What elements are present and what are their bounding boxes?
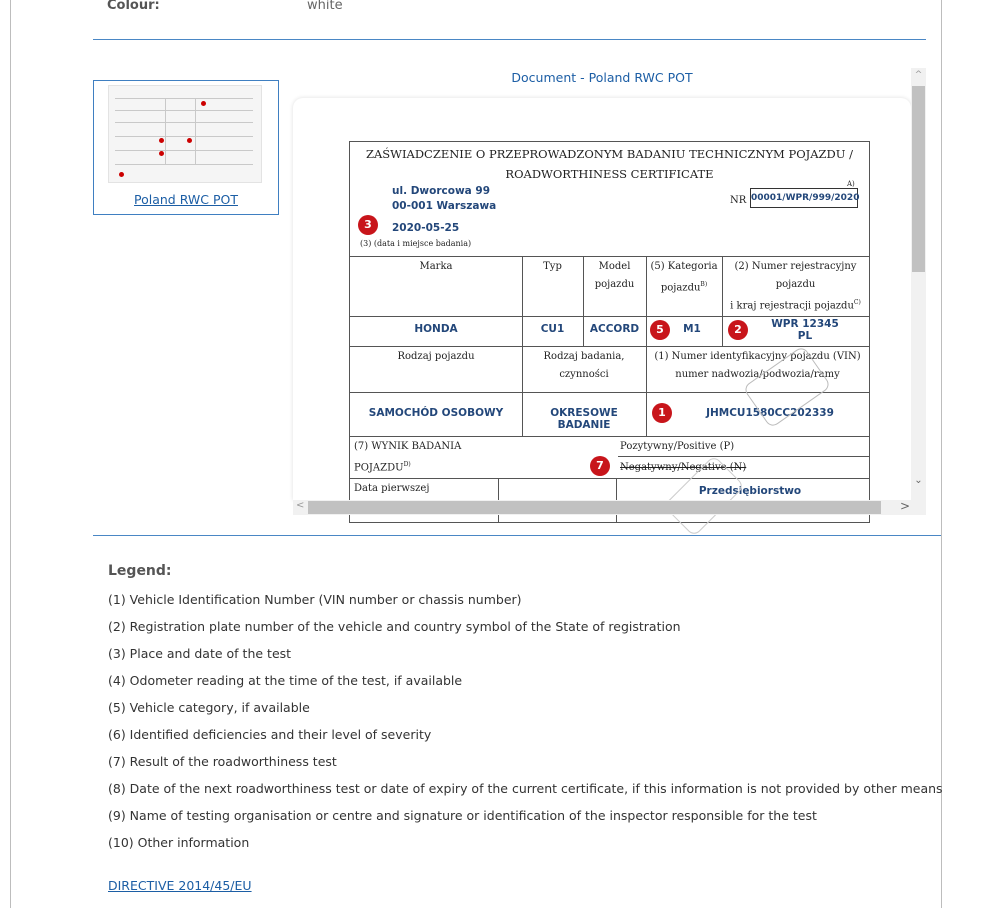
roadworthiness-certificate [349,141,870,523]
nr-footnote: A) [847,180,855,188]
marker-badge-result: 7 [590,456,610,476]
value-vin: JHMCU1580CC202339 [706,407,834,419]
header-registration-line1: (2) Numer rejestracyjny [734,261,857,272]
vertical-scrollbar[interactable] [911,68,926,500]
header-test-kind [522,348,646,384]
value-model: ACCORD [589,323,640,335]
legend-item: (3) Place and date of the test [108,646,292,661]
legend-title: Legend: [108,563,172,579]
legend-item: (1) Vehicle Identification Number (VIN number or chassis number) [108,592,522,607]
result-label-line2: $POJAZDU^{D)}$ [354,461,411,474]
address-line2: 00-001 Warszawa [392,200,497,212]
section-divider [93,39,926,40]
legend-item: (7) Result of the roadworthiness test [108,754,337,769]
result-positive: Pozytywny/Positive (P) [620,441,735,452]
header-category [646,258,722,297]
marker-badge-vin: 1 [652,403,672,423]
address-line1: ul. Dworcowa 99 [392,185,491,197]
document-viewer-title: Document - Poland RWC POT [511,70,693,85]
certificate-heading [350,144,869,184]
nr-label: NR [730,195,747,206]
header-model [583,258,646,294]
header-test-kind-line2: czynności [559,369,609,380]
certificate-number: 00001/WPR/999/2020 [750,188,858,208]
header-vehicle-kind: Rodzaj pojazdu [397,351,475,362]
legend-item: (4) Odometer reading at the time of the test, if available [108,673,463,688]
header-model-line2: pojazdu [594,279,635,290]
header-category-line1: (5) Kategoria [650,261,718,272]
header-make: Marka [419,261,453,272]
certificate-heading-line2: ROADWORTHINESS CERTIFICATE [505,167,714,181]
document-viewer[interactable] [293,68,926,515]
vertical-scroll-thumb[interactable] [912,86,925,272]
value-test-kind: OKRESOWE BADANIE [550,407,618,431]
scroll-left-arrow-icon[interactable]: < [296,500,305,511]
marker-badge-category: 5 [650,320,670,340]
header-registration-line3: i kraj rejestracji pojazdu$^{C)}$ [730,299,861,312]
legend-item: (2) Registration plate number of the vehicle and country symbol of the State of registration [108,619,681,634]
header-test-kind-line1: Rodzaj badania, [543,351,625,362]
value-category: M1 [683,323,701,335]
header-vin-line1: (1) Numer identyfikacyjny pojazdu (VIN) [654,351,861,362]
section-divider [93,535,941,536]
header-model-line1: Model [598,261,631,272]
document-canvas[interactable] [293,98,911,500]
header-vin-line2: numer nadwozia/podwozia/ramy [675,369,840,380]
document-thumbnail-image[interactable] [108,85,262,183]
value-registration [750,318,860,342]
legend-item: (9) Name of testing organisation or centre and signature or identification of the inspector responsible for the test [108,808,817,823]
marker-badge-place: 3 [358,215,378,235]
legend-item: (10) Other information [108,835,250,850]
certificate-heading-line1: ZAŚWIADCZENIE O PRZEPROWADZONYM BADANIU TECHNICZNYM POJAZDU / [366,147,853,161]
header-registration-line2: pojazdu [775,279,816,290]
value-registration-line1: WPR 12345 [771,318,839,330]
directive-link[interactable]: DIRECTIVE 2014/45/EU [108,878,252,893]
result-label-line1: (7) WYNIK BADANIA [354,441,462,452]
legend-item: (6) Identified deficiencies and their level of severity [108,727,432,742]
result-label [354,438,461,477]
legend-item: (5) Vehicle category, if available [108,700,310,715]
result-negative: Negatywny/Negative (N) [620,462,747,473]
header-registration [722,258,869,315]
test-date: 2020-05-25 [392,222,460,234]
header-type: Typ [543,261,562,272]
scroll-up-arrow-icon[interactable]: ^ [914,70,923,80]
value-make: HONDA [414,323,458,335]
colour-label: Colour: [107,0,160,13]
legend-item: (8) Date of the next roadworthiness test or date of expiry of the current certificate, if this information is not provided by other means [108,781,943,796]
value-type: CU1 [540,323,565,335]
value-registration-line2: PL [797,330,813,342]
thumbnail-link[interactable]: Poland RWC POT [134,192,238,207]
company-label: Przedsiębiorstwo [698,485,802,497]
horizontal-scrollbar[interactable] [293,500,926,515]
value-vehicle-kind: SAMOCHÓD OSOBOWY [368,407,504,419]
scroll-down-arrow-icon[interactable]: ⌄ [914,475,923,486]
horizontal-scroll-thumb[interactable] [308,501,881,514]
first-registration-label: Data pierwszej [354,483,430,494]
colour-value: white [307,0,343,13]
marker-badge-registration: 2 [728,320,748,340]
header-category-line2: pojazdu$^{B)}$ [660,281,708,294]
document-thumbnail-card[interactable] [93,80,279,215]
place-date-note: (3) (data i miejsce badania) [360,239,472,248]
scroll-right-arrow-icon[interactable]: > [899,499,910,513]
